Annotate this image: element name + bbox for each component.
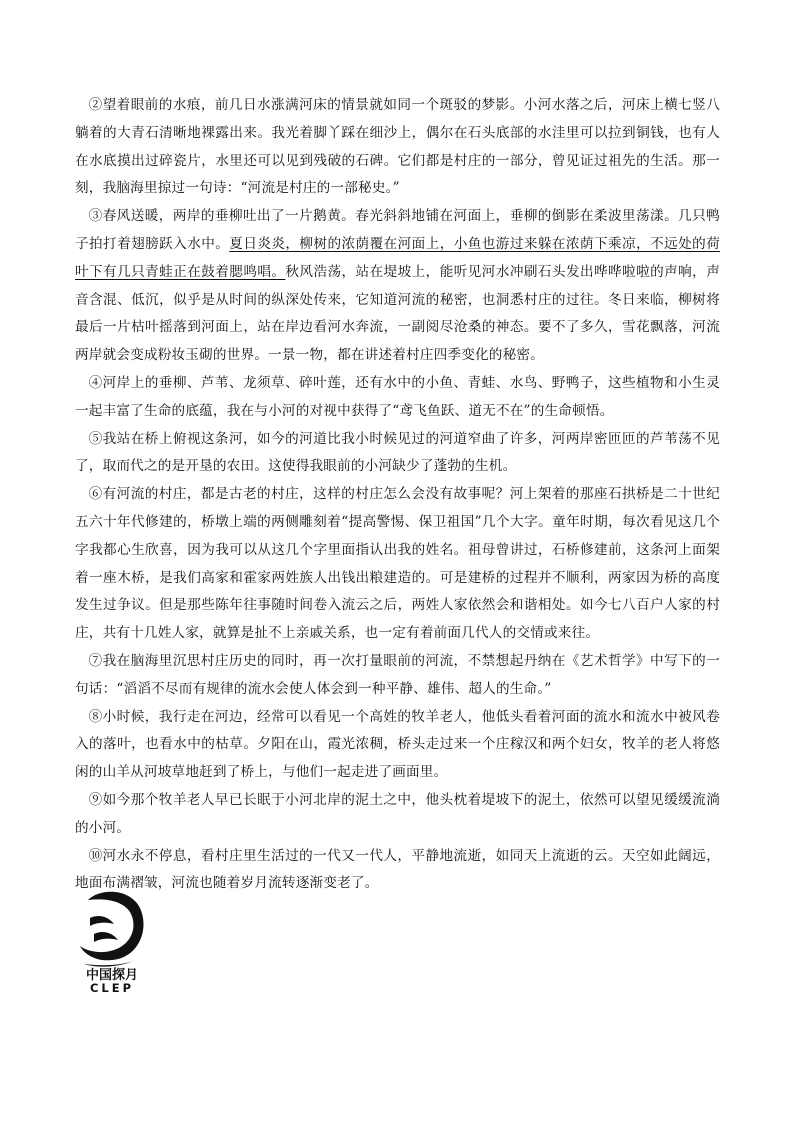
- logo-chinese-text: 中国探月: [85, 968, 138, 983]
- logo-english-text: CLEP: [89, 981, 135, 995]
- paragraph-3-part-2: 秋风浩荡，站在堤坡上，能听见河水冲刷石头发出哗哗啦啦的声响，声音含混、低沉，似乎是从时间的纵深处传来，它知道河流的秘密，也洞悉村庄的过往。冬日来临，柳树将最后一片枯叶摇落到河面上，站在岸边看河水奔流，一副阅尽沧桑的神态。要不了多久，雪花飘落，河流两岸就会变成粉妆玉砌的世界。一景一物，都在讲述着村庄四季变化的秘密。: [75, 263, 720, 364]
- paragraph-2: ②望着眼前的水痕，前几日水涨满河床的情景就如同一个斑驳的梦影。小河水落之后，河床上横七竖八躺着的大青石清晰地裸露出来。我光着脚丫踩在细沙上，偶尔在石头底部的水洼里可以拉到铜钱，也有人在水底摸出过碎瓷片，水里还可以见到残破的石碑。它们都是村庄的一部分，曾见证过祖先的生活。那一刻，我脑海里掠过一句诗：“河流是村庄的一部秘史。”: [75, 97, 720, 197]
- paragraph-3-part-1: ③春风送暖，两岸的垂柳吐出了一片鹅黄。春光斜斜地铺在河面上，垂柳的倒影在柔波里荡漾。几只鸭子拍打着翅膀跃入水中。: [75, 208, 720, 252]
- moon-swirl-icon: [78, 890, 146, 968]
- paragraph-9: ⑨如今那个牧羊老人早已长眠于小河北岸的泥土之中，他头枕着堤坡下的泥土，依然可以望见缓缓流淌的小河。: [75, 791, 720, 836]
- clep-logo: [76, 890, 148, 1000]
- underlined-sentence: 夏日炎炎，柳树的浓荫覆在河面上，小鱼也游过来躲在浓荫下乘凉，不远处的荷叶下有几只青蛙正在鼓着腮鸣唱。: [75, 235, 720, 280]
- paragraph-6: ⑥有河流的村庄，都是古老的村庄，这样的村庄怎么会没有故事呢？河上架着的那座石拱桥是二十世纪五六十年代修建的，桥墩上端的两侧雕刻着“提高警惕、保卫祖国”几个大字。童年时期，每次看见这几个字我都心生欣喜，因为我可以从这几个字里面指认出我的姓名。祖母曾讲过，石桥修建前，这条河上面架着一座木桥，是我们高家和霍家两姓族人出钱出粮建造的。可是建桥的过程并不顺利，两家因为桥的高度发生过争议。但是那些陈年往事随时间卷入流云之后，两姓人家依然会和谐相处。如今七八百户人家的村庄，共有十几姓人家，就算是扯不上亲戚关系，也一定有着前面几代人的交情或来往。: [75, 486, 720, 642]
- paragraph-10: ⑩河水永不停息，看村庄里生活过的一代又一代人，平静地流逝，如同天上流逝的云。天空如此阔远，地面布满褶皱，河流也随着岁月流转逐渐变老了。: [75, 847, 720, 892]
- paragraph-4: ④河岸上的垂柳、芦苇、龙须草、碎叶莲，还有水中的小鱼、青蛙、水鸟、野鸭子，这些植物和小生灵一起丰富了生命的底蕴，我在与小河的对视中获得了“鸢飞鱼跃、道无不在”的生命顿悟。: [75, 374, 720, 419]
- paragraph-5: ⑤我站在桥上俯视这条河，如今的河道比我小时候见过的河道窄曲了许多，河两岸密匝匝的芦苇荡不见了，取而代之的是开垦的农田。这使得我眼前的小河缺少了蓬勃的生机。: [75, 430, 720, 475]
- article-body: [75, 92, 720, 898]
- paragraph-7: ⑦我在脑海里沉思村庄历史的同时，再一次打量眼前的河流，不禁想起丹纳在《艺术哲学》中写下的一句话：“滔滔不尽而有规律的流水会使人体会到一种平静、雄伟、超人的生命。”: [75, 652, 720, 697]
- paragraph-3: [75, 203, 720, 370]
- paragraph-8: ⑧小时候，我行走在河边，经常可以看见一个高姓的牧羊老人，他低头看着河面的流水和流水中被风卷入的落叶，也看水中的枯草。夕阳在山，霞光浓稠，桥头走过来一个庄稼汉和两个妇女，牧羊的老人将悠闲的山羊从河坡草地赶到了桥上，与他们一起走进了画面里。: [75, 708, 720, 781]
